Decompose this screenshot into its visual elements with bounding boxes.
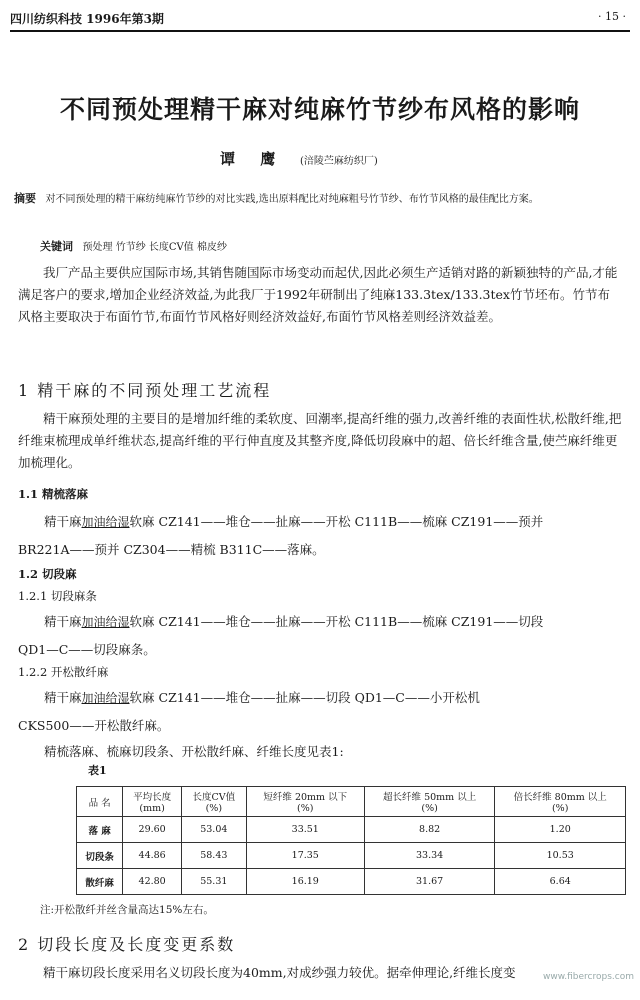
process-1-2-1-line2: QD1—C——切段麻条。 bbox=[18, 642, 156, 657]
table-cell: 55.31 bbox=[181, 869, 246, 895]
subsection-1-2-1-heading: 1.2.1 切段麻条 bbox=[18, 589, 97, 603]
table-cell: 33.34 bbox=[364, 843, 495, 869]
intro-paragraph: 我厂产品主要供应国际市场,其销售随国际市场变动而起伏,因此必须生产适销对路的新颖独特的产品,才能满足客户的要求,增加企业经济效益,为此我厂于1992年研制出了纯麻133.3tex/133.3tex竹节坯布。竹节布风格主要取决于布面竹节,布面竹节风格好则经济效益好,布面竹节风格差则经济效益差。 bbox=[18, 265, 618, 324]
page-number: · 15 · bbox=[598, 10, 626, 23]
section-2-paragraph: 精干麻切段长度采用名义切段长度为40mm,对成纱强力较优。据牵伸理论,纤维长度变 bbox=[43, 965, 516, 980]
table-intro-text: 精梳落麻、梳麻切段条、开松散纤麻、纤维长度见表1: bbox=[44, 744, 344, 759]
table-header-cell: 短纤维 20mm 以下 (%) bbox=[246, 787, 364, 817]
table-header-cell: 平均长度 (mm) bbox=[123, 787, 182, 817]
process-1-2-2-line2: CKS500——开松散纤麻。 bbox=[18, 718, 170, 733]
table-cell: 落 麻 bbox=[77, 817, 123, 843]
process-condition: 加油给湿 bbox=[81, 691, 130, 705]
abstract-label: 摘要 bbox=[14, 192, 36, 205]
process-condition: 加油给湿 bbox=[81, 615, 130, 629]
table-cell: 16.19 bbox=[246, 869, 364, 895]
table-cell: 6.64 bbox=[495, 869, 626, 895]
abstract-text: 对不同预处理的精干麻纺纯麻竹节纱的对比实践,选出原料配比对纯麻粗号竹节纱、布竹节风格的最佳配比方案。 bbox=[45, 194, 539, 205]
process-1-2-2-line1: 精干麻加油给湿软麻 CZ141——堆仓——扯麻——切段 QD1—C——小开松机 bbox=[44, 690, 480, 705]
section-2-heading: 2 切段长度及长度变更系数 bbox=[18, 935, 236, 954]
table-row bbox=[77, 843, 626, 869]
running-header bbox=[10, 8, 630, 32]
author-affiliation: (涪陵苎麻纺织厂) bbox=[300, 156, 378, 167]
keywords bbox=[40, 238, 227, 254]
abstract bbox=[14, 190, 626, 209]
table-header-row bbox=[77, 787, 626, 817]
author-name: 谭 鹰 bbox=[220, 150, 286, 168]
table-cell: 31.67 bbox=[364, 869, 495, 895]
table-header-cell: 品 名 bbox=[77, 787, 123, 817]
fiber-length-table bbox=[76, 786, 626, 895]
table-cell: 58.43 bbox=[181, 843, 246, 869]
article-title: 不同预处理精干麻对纯麻竹节纱布风格的影响 bbox=[59, 95, 580, 124]
table-cell: 17.35 bbox=[246, 843, 364, 869]
process-1-1-line2: BR221A——预并 CZ304——精梳 B311C——落麻。 bbox=[18, 542, 325, 557]
table-cell: 29.60 bbox=[123, 817, 182, 843]
subsection-1-2-2-heading: 1.2.2 开松散纤麻 bbox=[18, 665, 109, 679]
table-cell: 10.53 bbox=[495, 843, 626, 869]
table-cell: 散纤麻 bbox=[77, 869, 123, 895]
table-cell: 44.86 bbox=[123, 843, 182, 869]
table-row bbox=[77, 817, 626, 843]
journal-name: 四川纺织科技 1996年第3期 bbox=[10, 12, 164, 26]
table-cell: 切段条 bbox=[77, 843, 123, 869]
table-cell: 53.04 bbox=[181, 817, 246, 843]
process-1-2-1-line1: 精干麻加油给湿软麻 CZ141——堆仓——扯麻——开松 C111B——梳麻 CZ191——切段 bbox=[44, 614, 544, 629]
watermark: www.fibercrops.com bbox=[543, 972, 634, 982]
subsection-1-1-heading: 1.1 精梳落麻 bbox=[18, 487, 89, 501]
table-note: 注:开松散纤并丝含量高达15%左右。 bbox=[40, 904, 214, 916]
process-1-1-line1: 精干麻加油给湿软麻 CZ141——堆仓——扯麻——开松 C111B——梳麻 CZ191——预并 bbox=[44, 514, 544, 529]
table-row bbox=[77, 869, 626, 895]
table-header-cell: 超长纤维 50mm 以上 (%) bbox=[364, 787, 495, 817]
table-cell: 33.51 bbox=[246, 817, 364, 843]
table-caption: 表1 bbox=[88, 764, 107, 777]
table-header-cell: 长度CV值 (%) bbox=[181, 787, 246, 817]
table-cell: 1.20 bbox=[495, 817, 626, 843]
table-cell: 8.82 bbox=[364, 817, 495, 843]
section-1-heading: 1 精干麻的不同预处理工艺流程 bbox=[18, 381, 272, 400]
table-header-cell: 倍长纤维 80mm 以上 (%) bbox=[495, 787, 626, 817]
subsection-1-2-heading: 1.2 切段麻 bbox=[18, 567, 77, 581]
table-cell: 42.80 bbox=[123, 869, 182, 895]
section-1-paragraph: 精干麻预处理的主要目的是增加纤维的柔软度、回潮率,提高纤维的强力,改善纤维的表面性状,松散纤维,把纤维束梳理成单纤维状态,提高纤维的平行伸直度及其整齐度,降低切段麻中的超、倍长纤维含量,使苎麻纤维更加梳理化。 bbox=[18, 411, 622, 470]
keywords-text: 预处理 竹节纱 长度CV值 棉皮纱 bbox=[82, 242, 227, 253]
process-condition: 加油给湿 bbox=[81, 515, 130, 529]
keywords-label: 关键词 bbox=[40, 240, 73, 253]
